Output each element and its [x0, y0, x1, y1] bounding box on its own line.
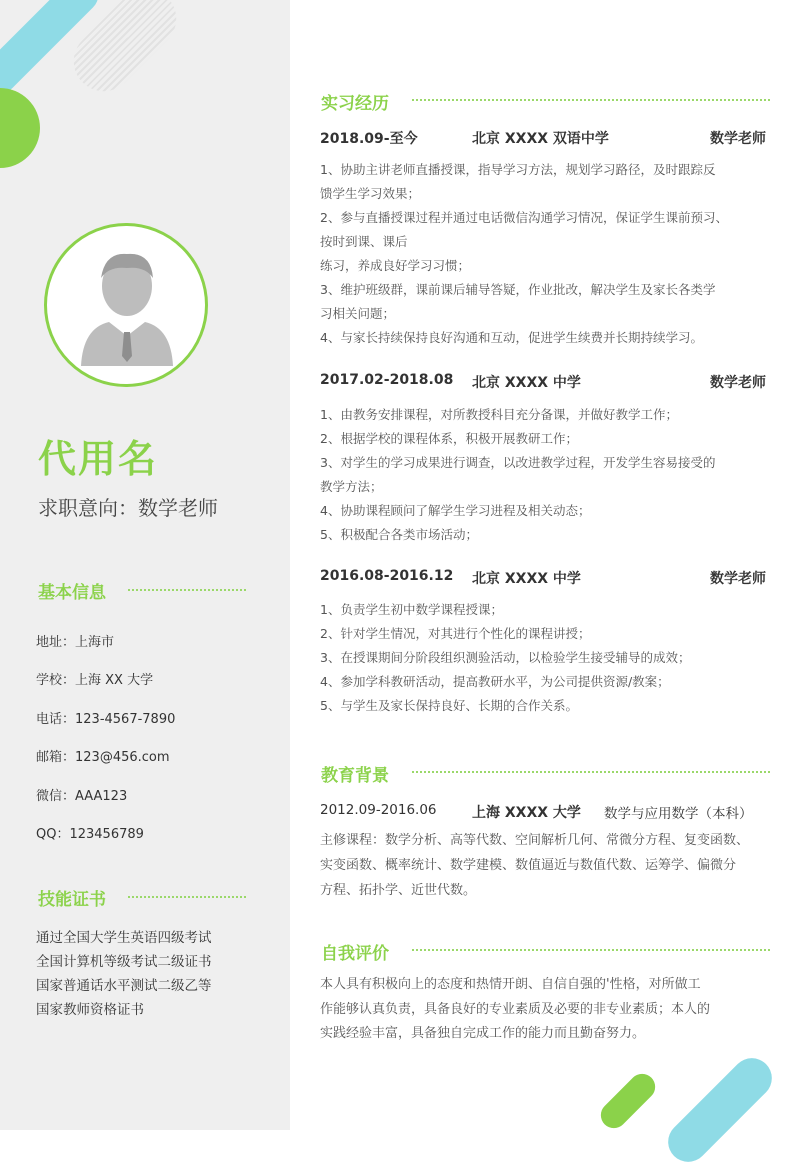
job-duty-line: 2、根据学校的课程体系，积极开展教研工作；: [320, 431, 578, 446]
decorative-green-circle: [0, 88, 40, 168]
education-heading: 教育背景: [321, 766, 389, 786]
job-duty-line: 5、积极配合各类市场活动；: [320, 527, 478, 542]
info-wechat: 微信：AAA123: [36, 789, 128, 804]
education-school: 上海 XXXX 大学: [472, 805, 581, 821]
job-role: 数学老师: [710, 571, 766, 587]
job-duty-line: 习相关问题；: [320, 306, 396, 321]
heading-divider: [412, 949, 770, 951]
heading-divider: [128, 589, 246, 591]
job-role: 数学老师: [710, 131, 766, 147]
job-intent: 求职意向：数学老师: [38, 496, 218, 520]
job-duty-line: 2、针对学生情况，对其进行个性化的课程讲授；: [320, 626, 591, 641]
education-header: [320, 802, 766, 822]
cert-item: 通过全国大学生英语四级考试: [36, 930, 212, 946]
info-email: 邮箱：123@456.com: [36, 750, 170, 765]
person-icon: [75, 246, 179, 366]
job-duty-line: 教学方法；: [320, 479, 383, 494]
heading-divider: [412, 99, 770, 101]
job-duty-line: 4、参加学科教研活动，提高教研水平，为公司提供资源/教案；: [320, 674, 670, 689]
course-line: 实变函数、概率统计、数学建模、数值逼近与数值代数、运筹学、偏微分: [320, 858, 737, 873]
job-company: 北京 XXXX 中学: [472, 571, 581, 587]
course-line: 主修课程：数学分析、高等代数、空间解析几何、常微分方程、复变函数、: [320, 833, 750, 848]
job-duty-line: 练习，养成良好学习习惯；: [320, 258, 471, 273]
job-duty-line: 1、负责学生初中数学课程授课；: [320, 602, 503, 617]
job-duty-line: 4、与家长持续保持良好沟通和互动，促进学生续费并长期持续学习。: [320, 330, 703, 345]
job-role: 数学老师: [710, 375, 766, 391]
education-date: 2012.09-2016.06: [320, 802, 437, 818]
job-date: 2017.02-2018.08: [320, 372, 454, 388]
job-date: 2016.08-2016.12: [320, 568, 454, 584]
heading-divider: [128, 896, 246, 898]
candidate-name: 代用名: [38, 437, 159, 481]
job-duty-line: 3、维护班级群，课前课后辅导答疑，作业批改，解决学生及家长各类学: [320, 282, 716, 297]
self-eval-line: 作能够认真负责，具备良好的专业素质及必要的非专业素质；本人的: [320, 1002, 711, 1017]
heading-divider: [412, 771, 770, 773]
job-header: [320, 128, 766, 148]
job-duty-line: 2、参与直播授课过程并通过电话微信沟通学习情况，保证学生课前预习、: [320, 210, 728, 225]
cert-item: 国家教师资格证书: [36, 1002, 144, 1018]
job-company: 北京 XXXX 双语中学: [472, 131, 609, 147]
decorative-blue-pill: [660, 1050, 780, 1170]
sidebar: [0, 0, 290, 1130]
skills-heading: 技能证书: [38, 890, 106, 910]
self-eval-heading: 自我评价: [321, 944, 389, 964]
basic-info-heading: 基本信息: [38, 583, 106, 603]
job-duty-line: 5、与学生及家长保持良好、长期的合作关系。: [320, 698, 578, 713]
cert-item: 国家普通话水平测试二级乙等: [36, 978, 212, 994]
job-company: 北京 XXXX 中学: [472, 375, 581, 391]
job-duty-line: 3、对学生的学习成果进行调查，以改进教学过程，开发学生容易接受的: [320, 455, 716, 470]
avatar: [44, 223, 208, 387]
course-line: 方程、拓扑学、近世代数。: [320, 883, 477, 898]
job-date: 2018.09-至今: [320, 131, 418, 147]
cert-item: 全国计算机等级考试二级证书: [36, 954, 212, 970]
info-school: 学校：上海 XX 大学: [36, 673, 154, 688]
info-qq: QQ：123456789: [36, 827, 144, 842]
self-eval-line: 本人具有积极向上的态度和热情开朗、自信自强的'性格，对所做工: [320, 977, 701, 992]
internship-heading: 实习经历: [321, 94, 389, 114]
job-duty-line: 1、由教务安排课程，对所教授科目充分备课，并做好教学工作；: [320, 407, 678, 422]
job-duty-line: 1、协助主讲老师直播授课，指导学习方法，规划学习路径，及时跟踪反: [320, 162, 716, 177]
job-header: [320, 568, 766, 588]
job-duty-line: 按时到课、课后: [320, 234, 408, 249]
education-major: 数学与应用数学（本科）: [604, 806, 753, 822]
decorative-green-pill: [595, 1068, 660, 1133]
info-address: 地址：上海市: [36, 635, 115, 650]
self-eval-line: 实践经验丰富，具备独自完成工作的能力而且勤奋努力。: [320, 1026, 646, 1041]
job-duty-line: 馈学生学习效果；: [320, 186, 421, 201]
job-header: [320, 372, 766, 392]
info-phone: 电话：123-4567-7890: [36, 712, 176, 727]
job-duty-line: 4、协助课程顾问了解学生学习进程及相关动态；: [320, 503, 591, 518]
job-duty-line: 3、在授课期间分阶段组织测验活动，以检验学生接受辅导的成效；: [320, 650, 691, 665]
